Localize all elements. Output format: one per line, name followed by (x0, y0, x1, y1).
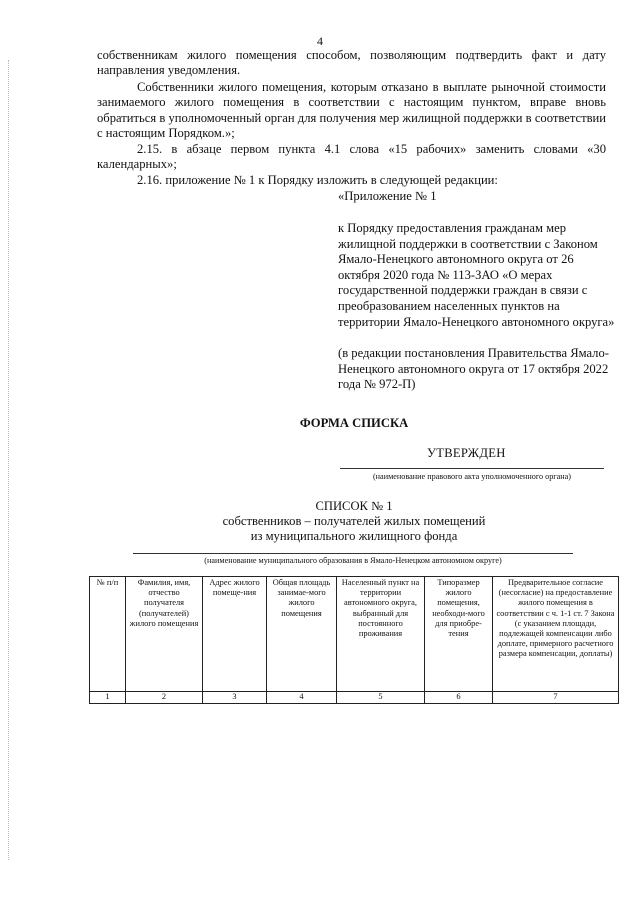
header-cell-area: Общая площадь занимае-мого жилого помещения (267, 577, 337, 692)
appendix-title: «Приложение № 1 (338, 189, 437, 203)
appendix-reference: к Порядку предоставления гражданам мер жилищной поддержки в соответствии с Законом Ямало-Ненецкого автономного округа от 26 октября 2020 года № 113-ЗАО «О мерах государственной поддержки граждан в связи с преобразованием населенных пунктов на территории Ямало-Ненецкого автономного округа» (338, 221, 615, 329)
scan-edge (8, 60, 10, 860)
paragraph-2: Собственники жилого помещения, которым отказано в выплате рыночной стоимости занимаемого жилого помещения в соответствии с настоящим пунктом, вправе вновь обратиться в уполномоченный орган для получения мер жилищной поддержки в соответствии с настоящим Порядком.»; (97, 80, 606, 141)
column-number-cell: 2 (126, 692, 203, 704)
municipality-line (133, 553, 573, 554)
header-cell-full-name: Фамилия, имя, отчество получателя (получателей) жилого помещения (126, 577, 203, 692)
paragraph-1: собственникам жилого помещения способом, позволяющим подтвердить факт и дату направления уведомления. (97, 48, 606, 78)
recipients-table (89, 576, 619, 704)
act-signature-line (340, 468, 604, 469)
table-header-row (90, 577, 619, 692)
paragraph-3: 2.15. в абзаце первом пункта 4.1 слова «15 рабочих» заменить словами «30 календарных»; (97, 142, 606, 172)
column-number-cell: 7 (493, 692, 619, 704)
header-cell-address: Адрес жилого помеще-ния (203, 577, 267, 692)
column-number-cell: 5 (337, 692, 425, 704)
approved-label: УТВЕРЖДЕН (427, 446, 506, 460)
header-cell-consent: Предварительное согласие (несогласие) на предоставление жилого помещения в соответствии с ч. 1-1 ст. 7 Закона (с указанием площади, подлежащей компенсации либо доплате, примерного расчетного размера компенсации, доплаты) (493, 577, 619, 692)
page-number: 4 (317, 34, 323, 48)
column-number-cell: 6 (425, 692, 493, 704)
list-subtitle-2: из муниципального жилищного фонда (250, 529, 458, 543)
header-cell-size: Типоразмер жилого помещения, необходи-мого для приобре-тения (425, 577, 493, 692)
column-number-cell: 1 (90, 692, 126, 704)
column-number-cell: 3 (203, 692, 267, 704)
municipality-caption: (наименование муниципального образования в Ямало-Ненецком автономном округе) (204, 556, 502, 565)
column-number-cell: 4 (267, 692, 337, 704)
form-heading: ФОРМА СПИСКА (299, 416, 409, 430)
paragraph-4: 2.16. приложение № 1 к Порядку изложить в следующей редакции: (137, 173, 498, 187)
act-caption: (наименование правового акта уполномоченного органа) (372, 472, 572, 481)
header-cell-settlement: Населенный пункт на территории автономного округа, выбранный для постоянного проживания (337, 577, 425, 692)
list-title: СПИСОК № 1 (315, 499, 393, 513)
list-subtitle-1: собственников – получателей жилых помещений (222, 514, 486, 528)
table-number-row (90, 692, 619, 704)
appendix-edition: (в редакции постановления Правительства Ямало-Ненецкого автономного округа от 17 октября 2022 года № 972-П) (338, 346, 609, 392)
header-cell-number: № п/п (90, 577, 126, 692)
